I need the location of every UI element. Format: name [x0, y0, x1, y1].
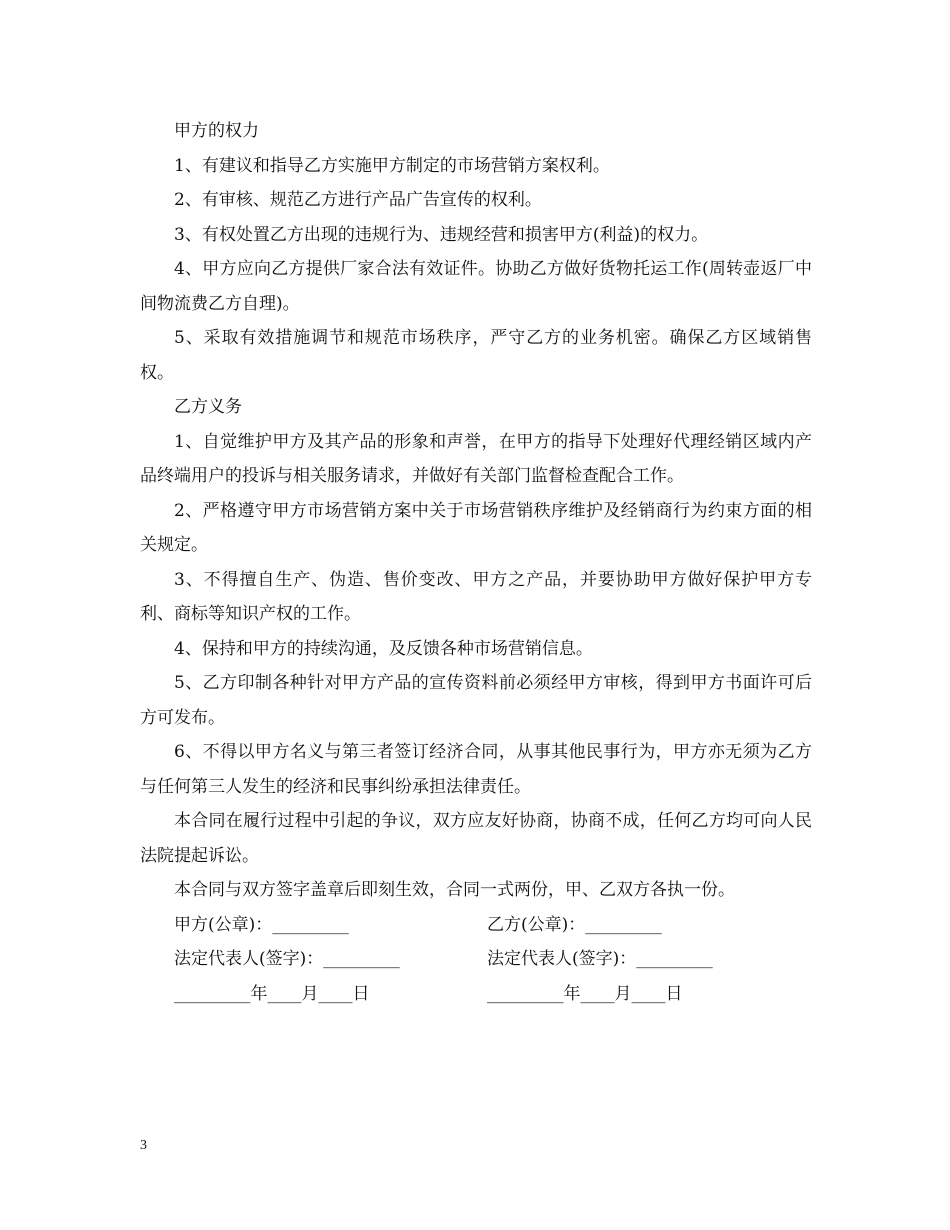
paragraph: 3、有权处置乙方出现的违规行为、违规经营和损害甲方(利益)的权力。 [174, 224, 709, 245]
paragraph: 5、采取有效措施调节和规范市场秩序，严守乙方的业务机密。确保乙方区域销售权。 [140, 328, 812, 383]
paragraph: 4、甲方应向乙方提供厂家合法有效证件。协助乙方做好货物托运工作(周转壶返厂中间物流费乙方自理)。 [140, 259, 812, 314]
paragraph: 本合同与双方签字盖章后即刻生效，合同一式两份，甲、乙双方各执一份。 [174, 880, 735, 900]
party-a-seal-line: 甲方(公章)：_________ [174, 914, 349, 935]
page-number: 3 [140, 1138, 147, 1153]
paragraph: 3、不得擅自生产、伪造、售价变改、甲方之产品，并要协助甲方做好保护甲方专利、商标等知识产权的工作。 [140, 569, 812, 624]
signature-row-date [140, 977, 812, 1012]
party-a-date-line: _________年____月____日 [174, 983, 370, 1004]
party-a-representative-line: 法定代表人(签字)：_________ [174, 949, 400, 969]
section-heading-party-a-rights: 甲方的权力 [174, 121, 259, 141]
document-body [140, 114, 812, 1011]
paragraph: 2、严格遵守甲方市场营销方案中关于市场营销秩序维护及经销商行为约束方面的相关规定。 [140, 500, 812, 555]
paragraph: 1、有建议和指导乙方实施甲方制定的市场营销方案权利。 [174, 155, 610, 176]
paragraph: 4、保持和甲方的持续沟通，及反馈各种市场营销信息。 [174, 638, 593, 659]
party-b-date-line: _________年____月____日 [487, 983, 683, 1004]
paragraph: 本合同在履行过程中引起的争议，双方应友好协商，协商不成，任何乙方均可向人民法院提起诉讼。 [140, 811, 812, 866]
signature-row-representative [140, 942, 812, 977]
party-b-seal-line: 乙方(公章)：_________ [487, 914, 662, 935]
paragraph: 2、有审核、规范乙方进行产品广告宣传的权利。 [174, 190, 542, 210]
paragraph: 1、自觉维护甲方及其产品的形象和声誉，在甲方的指导下处理好代理经销区域内产品终端用户的投诉与相关服务请求，并做好有关部门监督检查配合工作。 [140, 431, 812, 486]
section-heading-party-b-obligations: 乙方义务 [174, 397, 242, 417]
paragraph: 5、乙方印制各种针对甲方产品的宣传资料前必须经甲方审核，得到甲方书面许可后方可发布。 [140, 673, 812, 728]
paragraph: 6、不得以甲方名义与第三者签订经济合同，从事其他民事行为，甲方亦无须为乙方与任何第三人发生的经济和民事纠纷承担法律责任。 [140, 742, 812, 797]
signature-row-seal [140, 908, 812, 943]
party-b-representative-line: 法定代表人(签字)：_________ [487, 949, 713, 969]
